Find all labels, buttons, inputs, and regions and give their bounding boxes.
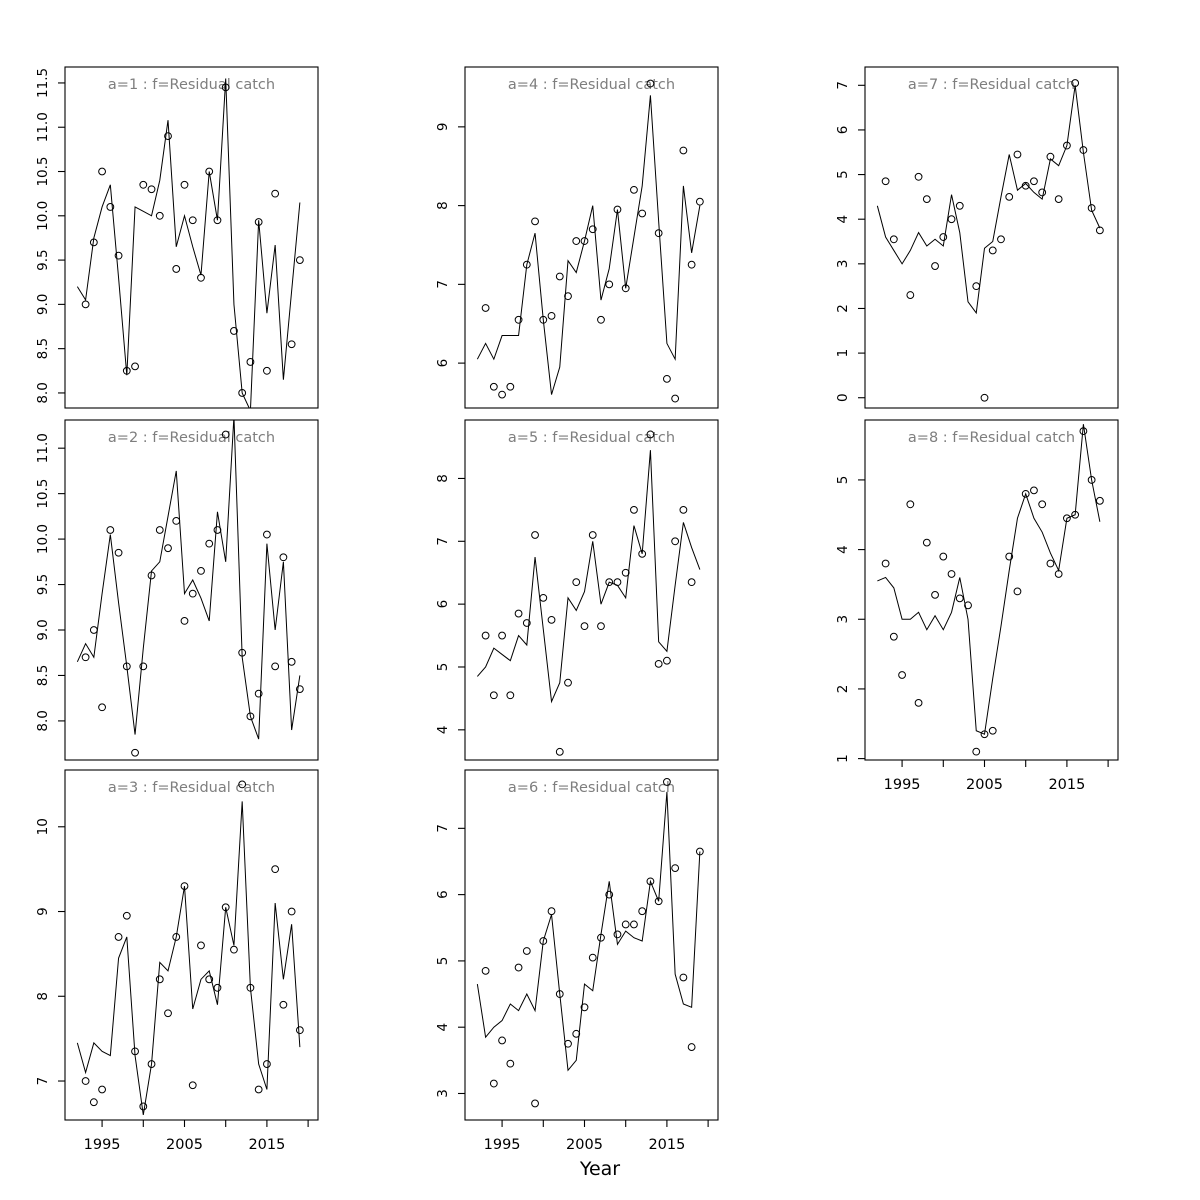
observation-point [99, 168, 106, 175]
observation-point [173, 266, 180, 273]
y-tick-label: 6 [435, 890, 451, 899]
observation-point [631, 921, 638, 928]
observation-point [523, 948, 530, 955]
observation-point [696, 198, 703, 205]
observation-point [882, 178, 889, 185]
observation-point [940, 234, 947, 241]
observation-point [923, 196, 930, 203]
observation-point [90, 1099, 97, 1106]
observation-point [132, 363, 139, 370]
observation-point [1039, 501, 1046, 508]
panel-data [77, 416, 303, 756]
observation-point [165, 1010, 172, 1017]
observation-point [173, 518, 180, 525]
observation-point [532, 218, 539, 225]
observation-point [655, 230, 662, 237]
observation-point [255, 1086, 262, 1093]
observation-point [1039, 189, 1046, 196]
observation-point [82, 654, 89, 661]
panel-data [477, 80, 703, 402]
observation-point [156, 212, 163, 219]
observation-point [631, 186, 638, 193]
observation-point [688, 261, 695, 268]
panel-title: a=3 : f=Residual catch [107, 780, 276, 796]
panel-title: a=6 : f=Residual catch [507, 780, 676, 796]
observation-point [631, 506, 638, 513]
panel-box [865, 67, 1118, 408]
observation-point [614, 931, 621, 938]
y-tick-label: 3 [835, 614, 851, 624]
observation-point [672, 538, 679, 545]
y-tick-label: 7 [35, 1076, 51, 1086]
observation-point [932, 263, 939, 270]
observation-point [680, 506, 687, 513]
x-tick-label: 2015 [248, 1137, 286, 1153]
observation-point [680, 147, 687, 154]
panel-data [477, 779, 703, 1107]
panel-a4 [435, 67, 718, 408]
observation-point [664, 657, 671, 664]
panel-a2 [35, 416, 318, 760]
y-tick-label: 11.0 [35, 112, 51, 143]
observation-point [548, 312, 555, 319]
observation-point [490, 692, 497, 699]
fit-line [77, 79, 300, 411]
panel-data [477, 431, 700, 755]
observation-point [198, 274, 205, 281]
panel-box [465, 770, 718, 1120]
y-tick-label: 4 [835, 214, 851, 224]
observation-point [556, 273, 563, 280]
observation-point [272, 190, 279, 197]
observation-point [573, 238, 580, 245]
y-tick-label: 6 [435, 599, 451, 609]
y-tick-label: 2 [835, 304, 851, 313]
y-tick-label: 8 [35, 991, 51, 1001]
observation-point [556, 748, 563, 755]
observation-point [655, 660, 662, 667]
y-tick-label: 3 [835, 259, 851, 269]
observation-point [680, 974, 687, 981]
y-tick-label: 8 [435, 201, 451, 210]
observation-point [156, 976, 163, 983]
panel-a7 [835, 67, 1118, 408]
fit-line [877, 424, 1100, 734]
panel-data [77, 781, 303, 1115]
observation-point [165, 545, 172, 552]
y-tick-label: 7 [435, 280, 451, 289]
observation-point [482, 305, 489, 312]
observation-point [1031, 178, 1038, 185]
observation-point [82, 301, 89, 308]
panel-a3 [35, 770, 318, 1153]
observation-point [115, 549, 122, 556]
observation-point [499, 391, 506, 398]
observation-point [1055, 196, 1062, 203]
observation-point [532, 532, 539, 539]
y-tick-label: 7 [835, 81, 851, 90]
y-tick-label: 10.0 [35, 200, 51, 231]
observation-point [140, 663, 147, 670]
observation-point [272, 663, 279, 670]
observation-point [507, 692, 514, 699]
observation-point [589, 532, 596, 539]
observation-point [198, 568, 205, 575]
observation-point [515, 316, 522, 323]
observation-point [664, 375, 671, 382]
panel-box [465, 420, 718, 760]
observation-point [540, 594, 547, 601]
y-tick-label: 1 [835, 348, 851, 358]
observation-point [614, 579, 621, 586]
observation-point [598, 623, 605, 630]
fit-line [477, 95, 700, 394]
observation-point [573, 579, 580, 586]
observation-point [280, 1001, 287, 1008]
observation-point [606, 281, 613, 288]
y-tick-label: 8 [435, 474, 451, 483]
observation-point [99, 1086, 106, 1093]
panel-box [65, 67, 318, 408]
x-tick-label: 2015 [648, 1137, 686, 1153]
observation-point [280, 554, 287, 561]
y-tick-label: 4 [435, 1022, 451, 1032]
observation-point [622, 921, 629, 928]
observation-point [639, 210, 646, 217]
observation-point [672, 865, 679, 872]
fit-line [477, 792, 700, 1070]
observation-point [973, 283, 980, 290]
x-tick-label: 2005 [966, 777, 1003, 793]
observation-point [115, 934, 122, 941]
y-tick-label: 8.5 [35, 664, 51, 687]
y-tick-label: 0 [835, 393, 851, 403]
observation-point [507, 1060, 514, 1067]
observation-point [288, 908, 295, 915]
y-tick-label: 10.5 [35, 478, 51, 509]
panel-title: a=1 : f=Residual catch [107, 77, 276, 93]
fit-line [77, 416, 300, 739]
observation-point [948, 216, 955, 223]
observation-point [948, 571, 955, 578]
observation-point [507, 383, 514, 390]
observation-point [231, 946, 238, 953]
y-tick-label: 5 [435, 662, 451, 672]
observation-point [899, 672, 906, 679]
y-tick-label: 5 [835, 170, 851, 179]
y-tick-label: 9 [35, 907, 51, 916]
observation-point [989, 247, 996, 254]
panel-data [877, 424, 1103, 755]
observation-point [107, 527, 114, 534]
observation-point [156, 527, 163, 534]
panel-box [465, 67, 718, 408]
observation-point [923, 539, 930, 546]
observation-point [932, 591, 939, 598]
observation-point [672, 395, 679, 402]
panel-a5 [435, 420, 718, 760]
observation-point [189, 1082, 196, 1089]
panel-a1 [35, 67, 318, 411]
observation-point [99, 704, 106, 711]
observation-point [490, 383, 497, 390]
observation-point [915, 699, 922, 706]
x-tick-label: 1995 [483, 1137, 521, 1153]
observation-point [288, 658, 295, 665]
observation-point [181, 618, 188, 625]
observation-point [639, 908, 646, 915]
observation-point [581, 623, 588, 630]
panel-title: a=4 : f=Residual catch [507, 77, 676, 93]
observation-point [956, 202, 963, 209]
panel-title: a=5 : f=Residual catch [507, 430, 676, 446]
y-tick-label: 10 [35, 818, 51, 836]
observation-point [981, 394, 988, 401]
observation-point [482, 967, 489, 974]
observation-point [688, 1044, 695, 1051]
observation-point [890, 633, 897, 640]
y-tick-label: 6 [835, 125, 851, 135]
y-tick-label: 9.5 [35, 249, 51, 271]
y-tick-label: 8.0 [35, 382, 51, 404]
observation-point [206, 540, 213, 547]
observation-point [1096, 497, 1103, 504]
observation-point [82, 1078, 89, 1085]
observation-point [264, 367, 271, 374]
x-tick-label: 2015 [1048, 777, 1086, 793]
observation-point [1047, 560, 1054, 567]
observation-point [198, 942, 205, 949]
x-tick-label: 1995 [83, 1137, 121, 1153]
y-tick-label: 9.0 [35, 293, 51, 316]
observation-point [890, 236, 897, 243]
y-tick-label: 10.0 [35, 524, 51, 555]
observation-point [973, 748, 980, 755]
x-axis-title: Year [579, 1158, 621, 1180]
y-tick-label: 1 [835, 754, 851, 763]
observation-point [1014, 588, 1021, 595]
observation-point [1031, 487, 1038, 494]
observation-point [548, 908, 555, 915]
y-tick-label: 4 [835, 545, 851, 554]
y-tick-label: 3 [435, 1089, 451, 1098]
y-tick-label: 11.5 [35, 67, 51, 98]
observation-point [490, 1080, 497, 1087]
observation-point [532, 1100, 539, 1107]
panel-a6 [435, 770, 718, 1153]
y-tick-label: 5 [435, 956, 451, 966]
observation-point [956, 595, 963, 602]
observation-point [264, 1061, 271, 1068]
observation-point [907, 292, 914, 299]
x-tick-label: 1995 [883, 777, 921, 793]
observation-point [288, 341, 295, 348]
y-tick-label: 6 [435, 358, 451, 368]
y-tick-label: 7 [435, 824, 451, 833]
panel-title: a=7 : f=Residual catch [907, 77, 1076, 93]
panel-data [77, 79, 303, 411]
y-tick-label: 10.5 [35, 156, 51, 187]
observation-point [214, 984, 221, 991]
y-tick-label: 8.5 [35, 337, 51, 360]
observation-point [915, 173, 922, 180]
panel-box [865, 420, 1118, 760]
y-tick-label: 2 [835, 684, 851, 694]
observation-point [214, 527, 221, 534]
observation-point [989, 727, 996, 734]
observation-point [548, 616, 555, 623]
fit-line [877, 85, 1100, 313]
observation-point [589, 954, 596, 961]
observation-point [90, 627, 97, 634]
y-tick-label: 9.5 [35, 573, 51, 596]
observation-point [565, 679, 572, 686]
observation-point [598, 316, 605, 323]
observation-point [140, 1103, 147, 1110]
observation-point [272, 866, 279, 873]
observation-point [882, 560, 889, 567]
observation-point [499, 632, 506, 639]
observation-point [181, 181, 188, 188]
observation-point [189, 217, 196, 224]
observation-point [998, 236, 1005, 243]
y-tick-label: 9 [435, 122, 451, 132]
observation-point [907, 501, 914, 508]
observation-point [482, 632, 489, 639]
observation-point [499, 1037, 506, 1044]
y-tick-label: 9.0 [35, 619, 51, 641]
observation-point [1006, 193, 1013, 200]
y-tick-label: 4 [435, 725, 451, 735]
panel-a8 [835, 420, 1118, 793]
observation-point [264, 531, 271, 538]
observation-point [189, 590, 196, 597]
y-tick-label: 8.0 [35, 710, 51, 732]
panel-title: a=2 : f=Residual catch [107, 430, 276, 446]
observation-point [688, 579, 695, 586]
y-tick-label: 7 [435, 536, 451, 546]
observation-point [140, 181, 147, 188]
observation-point [132, 749, 139, 756]
panel-data [877, 80, 1103, 401]
observation-point [148, 186, 155, 193]
observation-point [515, 964, 522, 971]
observation-point [515, 610, 522, 617]
panel-title: a=8 : f=Residual catch [907, 430, 1076, 446]
observation-point [296, 1027, 303, 1034]
x-tick-label: 2005 [166, 1137, 203, 1153]
y-tick-label: 5 [835, 475, 851, 485]
y-tick-label: 11.0 [35, 433, 51, 464]
observation-point [123, 912, 130, 919]
observation-point [1014, 151, 1021, 158]
observation-point [296, 257, 303, 264]
x-tick-label: 2005 [566, 1137, 603, 1153]
observation-point [940, 553, 947, 560]
